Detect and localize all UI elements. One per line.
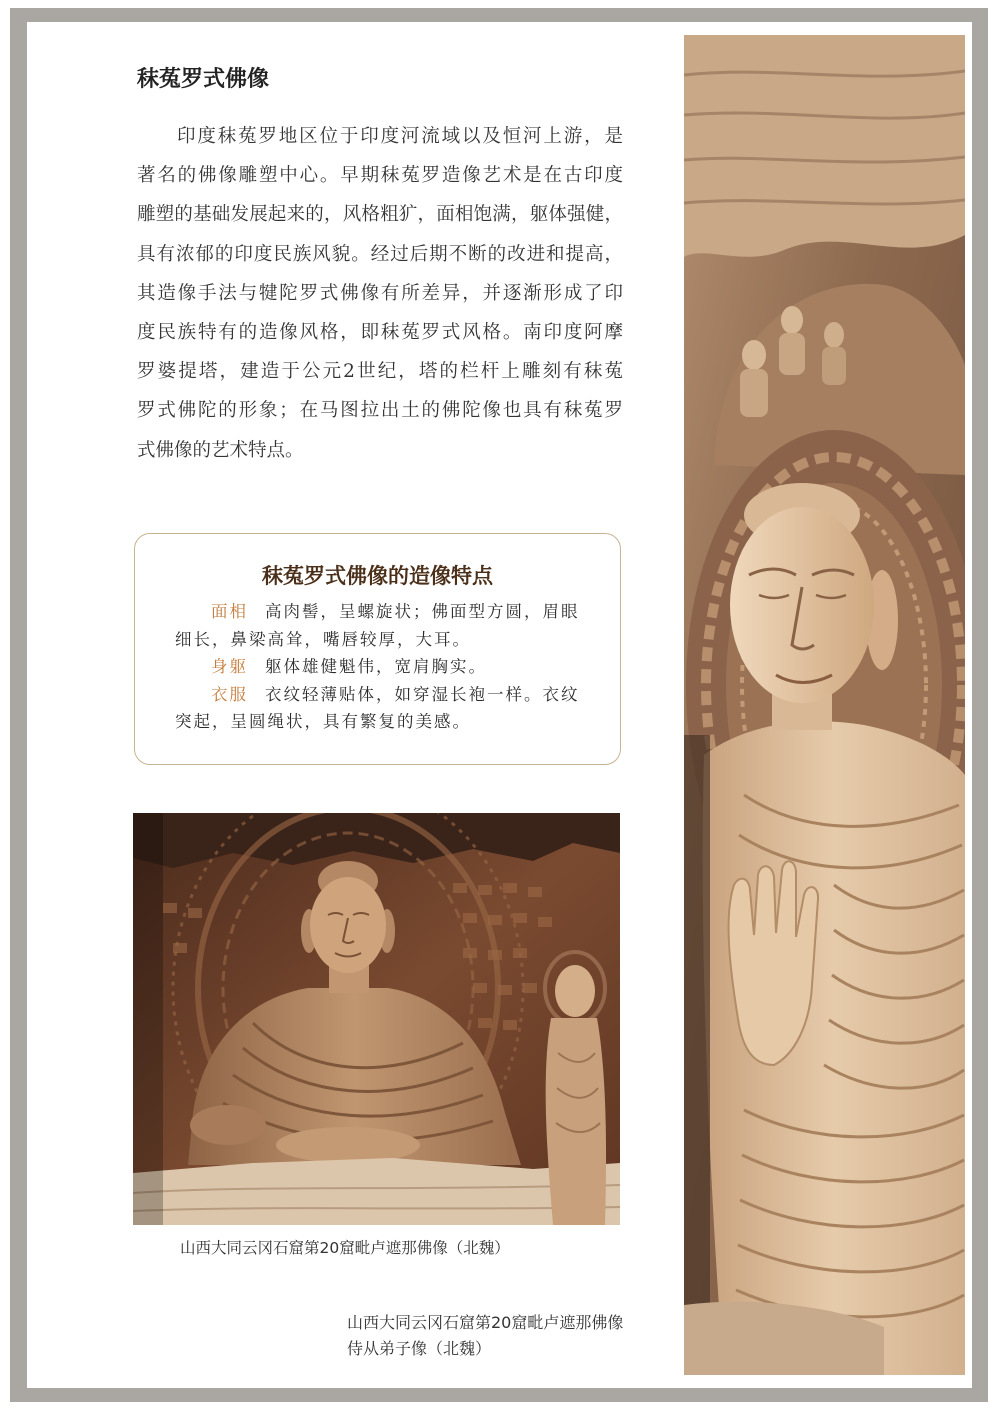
paragraph-line: 式佛像的艺术特点。 [137,439,304,461]
feature-term: 面相 [211,602,248,621]
feature-item-robe [175,681,605,709]
body-paragraph [137,117,623,470]
photo-standing-buddha [684,35,965,1375]
paragraph-line: 罗婆提塔，建造于公元2世纪，塔的栏杆上雕刻有秣菟 [137,361,623,383]
paragraph-line: 著名的佛像雕塑中心。早期秣菟罗造像艺术是在古印度 [137,165,623,187]
caption-line: 侍从弟子像（北魏） [347,1339,492,1358]
paragraph-line: 印度秣菟罗地区位于印度河流域以及恒河上游，是 [177,126,623,147]
paragraph-line: 具有浓郁的印度民族风貌。经过后期不断的改进和提高， [137,243,623,265]
cliff-top [684,35,965,257]
paragraph-line: 度民族特有的造像风格，即秣菟罗式风格。南印度阿摩 [137,322,623,344]
feature-text: 衣纹轻薄贴体，如穿湿长袍一样。衣纹 [265,684,580,704]
caption-line: 山西大同云冈石窟第20窟毗卢遮那佛像 [347,1313,624,1332]
photo-caption-2 [347,1310,623,1362]
feature-box-title: 秣菟罗式佛像的造像特点 [262,563,493,588]
paragraph-line: 雕塑的基础发展起来的，风格粗犷，面相饱满，躯体强健， [137,204,623,226]
feature-item-body [175,653,605,681]
feature-item-face [175,598,605,626]
feature-list [175,598,605,736]
buddha-body [703,721,965,1375]
feature-text: 高肉髻，呈螺旋状；佛面型方圆，眉眼 [265,602,580,621]
section-title: 秣菟罗式佛像 [137,67,270,92]
shadow-edge [684,735,710,1375]
feature-box [134,533,621,765]
feature-text: 躯体雄健魁伟，宽肩胸实。 [265,657,487,676]
standing-buddha-illustration [684,35,965,1375]
paragraph-line: 其造像手法与犍陀罗式佛像有所差异，并逐渐形成了印 [137,282,623,304]
feature-term: 衣服 [211,684,248,704]
photo-seated-buddha [133,813,620,1225]
feature-term: 身躯 [211,657,248,676]
stone-base [133,1158,620,1225]
feature-item-face-cont: 细长，鼻梁高耸，嘴唇较厚，大耳。 [175,629,471,649]
seated-buddha-illustration [133,813,620,1225]
feature-item-robe-cont: 突起，呈圆绳状，具有繁复的美感。 [175,712,471,731]
shadow-edge [133,813,163,1225]
paragraph-line: 罗式佛陀的形象；在马图拉出土的佛陀像也具有秣菟罗 [137,400,623,422]
photo-caption: 山西大同云冈石窟第20窟毗卢遮那佛像（北魏） [180,1239,510,1257]
